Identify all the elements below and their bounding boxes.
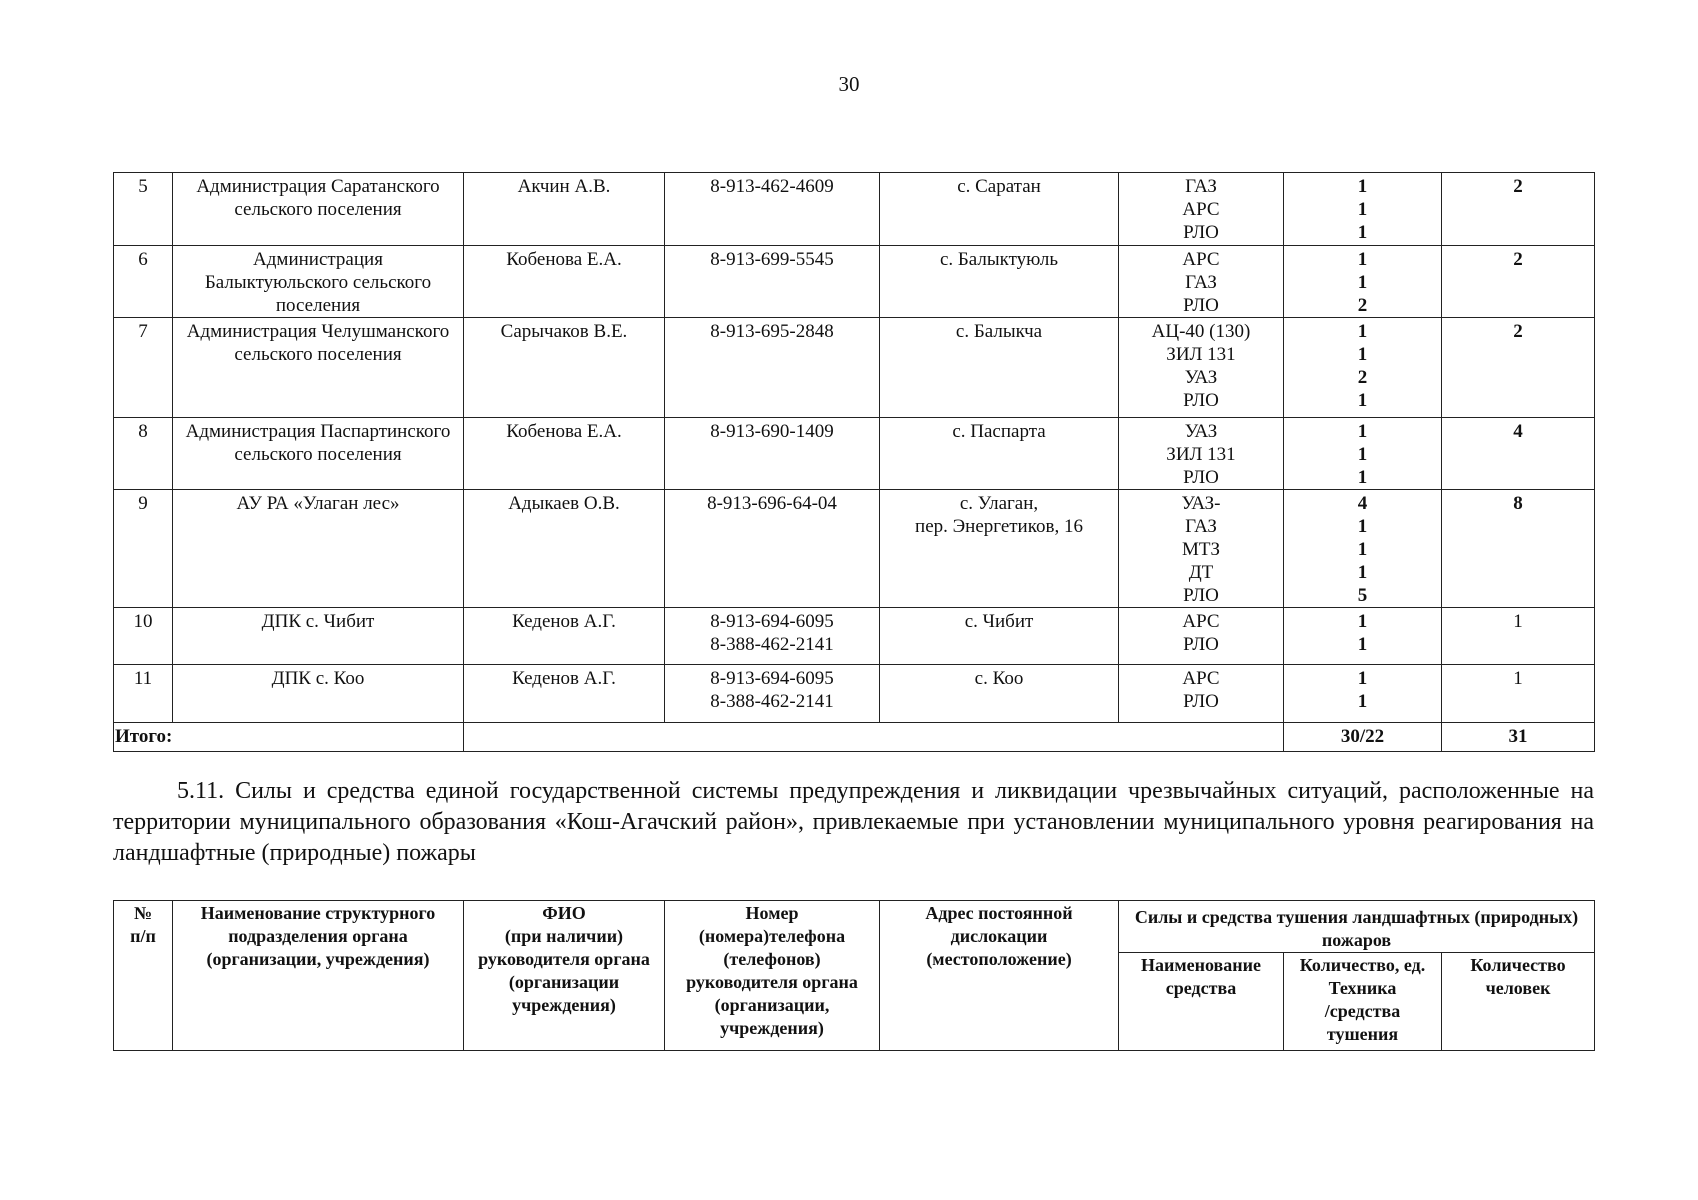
organization-name: Администрация Челушманского сельского поселения (173, 318, 464, 418)
head-name: Кеденов А.Г. (464, 665, 665, 723)
head-name: Кеденов А.Г. (464, 608, 665, 665)
quantity-list: 1 1 2 1 (1284, 318, 1442, 418)
address: с. Чибит (880, 608, 1119, 665)
quantity-list: 1 1 (1284, 665, 1442, 723)
header-forces: Силы и средства тушения ландшафтных (природных) пожаров (1119, 901, 1595, 953)
address: с. Балыктуюль (880, 246, 1119, 318)
table-row (114, 490, 1595, 608)
people-count: 1 (1442, 665, 1595, 723)
forces-table-header (113, 900, 1595, 1051)
table-row (114, 665, 1595, 723)
table-row (114, 246, 1595, 318)
section-text: Силы и средства единой государственной системы предупреждения и ликвидации чрезвычайных ситуаций, расположенные на территории муниципального образования «Кош-Агачский район», привлекаемые при установлении муниципального уровня реагирования на ландшафтные (природные) пожары (113, 778, 1594, 866)
header-quantity: Количество, ед. Техника /средства тушения (1284, 953, 1442, 1051)
head-name: Сарычаков В.Е. (464, 318, 665, 418)
quantity-list: 4 1 1 1 5 (1284, 490, 1442, 608)
table-row (114, 608, 1595, 665)
people-count: 1 (1442, 608, 1595, 665)
address: с. Улаган, пер. Энергетиков, 16 (880, 490, 1119, 608)
header-organization: Наименование структурного подразделения органа (организации, учреждения) (173, 901, 464, 1051)
address: с. Балыкча (880, 318, 1119, 418)
means-list: АРС ГАЗ РЛО (1119, 246, 1284, 318)
phone: 8-913-696-64-04 (665, 490, 880, 608)
means-list: АРС РЛО (1119, 665, 1284, 723)
page-number: 30 (838, 72, 860, 96)
means-list: АРС РЛО (1119, 608, 1284, 665)
phone: 8-913-462-4609 (665, 173, 880, 246)
phone: 8-913-695-2848 (665, 318, 880, 418)
section-number: 5.11. (177, 778, 225, 804)
total-label: Итого: (114, 723, 464, 752)
quantity-list: 1 1 2 (1284, 246, 1442, 318)
people-count: 2 (1442, 318, 1595, 418)
header-address: Адрес постоянной дислокации (местоположение) (880, 901, 1119, 1051)
header-number: № п/п (114, 901, 173, 1051)
row-number: 5 (114, 173, 173, 246)
row-number: 6 (114, 246, 173, 318)
quantity-list: 1 1 (1284, 608, 1442, 665)
row-number: 8 (114, 418, 173, 490)
header-people: Количество человек (1442, 953, 1595, 1051)
total-people: 31 (1442, 723, 1595, 752)
header-means: Наименование средства (1119, 953, 1284, 1051)
phone: 8-913-690-1409 (665, 418, 880, 490)
header-phone: Номер (номера)телефона (телефонов) руководителя органа (организации, учреждения) (665, 901, 880, 1051)
forces-table-continued (113, 172, 1595, 752)
people-count: 2 (1442, 173, 1595, 246)
head-name: Акчин А.В. (464, 173, 665, 246)
address: с. Паспарта (880, 418, 1119, 490)
organization-name: ДПК с. Чибит (173, 608, 464, 665)
people-count: 8 (1442, 490, 1595, 608)
organization-name: АУ РА «Улаган лес» (173, 490, 464, 608)
organization-name: Администрация Балыктуюльского сельского поселения (173, 246, 464, 318)
head-name: Кобенова Е.А. (464, 418, 665, 490)
means-list: АЦ-40 (130) ЗИЛ 131 УАЗ РЛО (1119, 318, 1284, 418)
table-row (114, 418, 1595, 490)
total-empty-cell (464, 723, 1284, 752)
people-count: 4 (1442, 418, 1595, 490)
people-count: 2 (1442, 246, 1595, 318)
means-list: УАЗ- ГАЗ МТЗ ДТ РЛО (1119, 490, 1284, 608)
table-row (114, 318, 1595, 418)
total-quantity: 30/22 (1284, 723, 1442, 752)
address: с. Коо (880, 665, 1119, 723)
phone: 8-913-694-6095 8-388-462-2141 (665, 665, 880, 723)
row-number: 7 (114, 318, 173, 418)
header-fio: ФИО (при наличии) руководителя органа (организации учреждения) (464, 901, 665, 1051)
row-number: 9 (114, 490, 173, 608)
quantity-list: 1 1 1 (1284, 173, 1442, 246)
organization-name: Администрация Саратанского сельского поселения (173, 173, 464, 246)
organization-name: Администрация Паспартинского сельского поселения (173, 418, 464, 490)
table-row (114, 173, 1595, 246)
phone: 8-913-699-5545 (665, 246, 880, 318)
total-row (114, 723, 1595, 752)
head-name: Адыкаев О.В. (464, 490, 665, 608)
organization-name: ДПК с. Коо (173, 665, 464, 723)
row-number: 10 (114, 608, 173, 665)
address: с. Саратан (880, 173, 1119, 246)
means-list: ГАЗ АРС РЛО (1119, 173, 1284, 246)
quantity-list: 1 1 1 (1284, 418, 1442, 490)
phone: 8-913-694-6095 8-388-462-2141 (665, 608, 880, 665)
section-heading (113, 776, 1594, 869)
means-list: УАЗ ЗИЛ 131 РЛО (1119, 418, 1284, 490)
head-name: Кобенова Е.А. (464, 246, 665, 318)
row-number: 11 (114, 665, 173, 723)
